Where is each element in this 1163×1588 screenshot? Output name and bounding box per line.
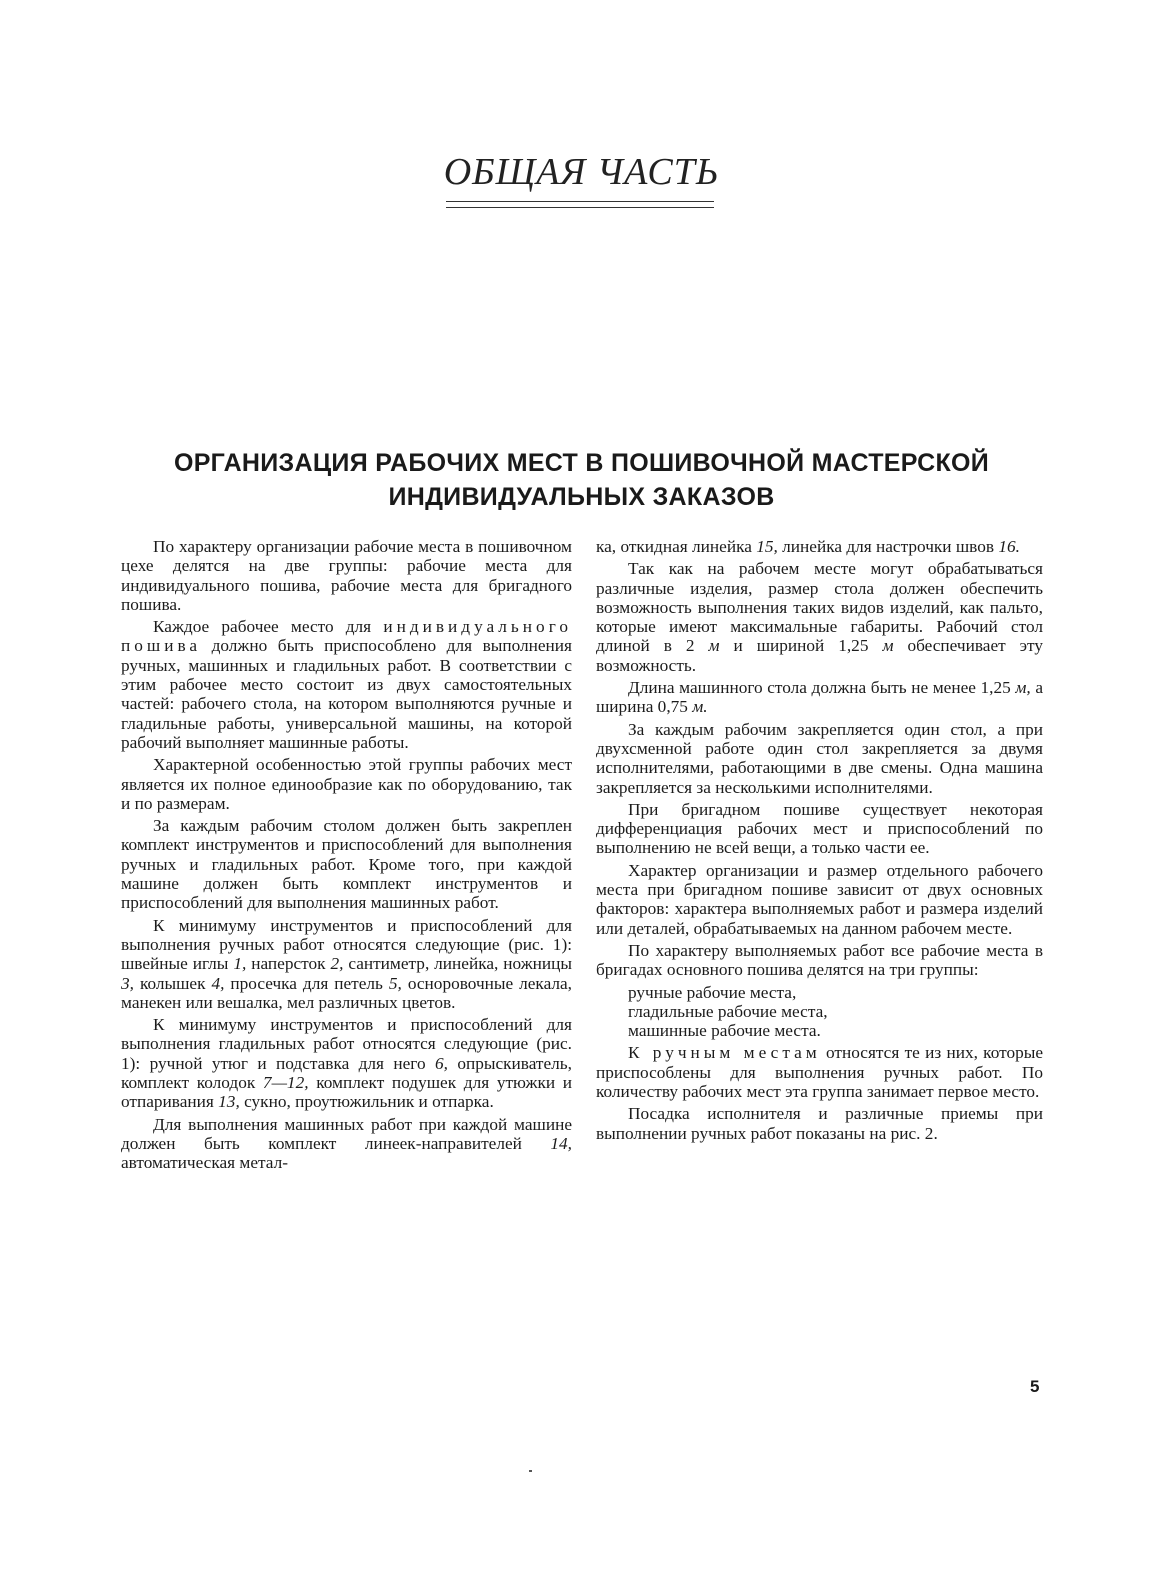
- paragraph: К ручным местам относятся те из них, которые приспособлены для выполнения ручных работ. По количеству рабочих мест эта группа занимает первое место.: [596, 1043, 1044, 1102]
- paragraph: При бригадном пошиве существует некоторая дифференциация рабочих мест и приспособлений по выполнению не всей вещи, а только части ее.: [596, 799, 1043, 858]
- paragraph: За каждым рабочим закрепляется один стол, а при двухсменной работе один стол закрепляется за двумя исполнителями, работающими в две смены. Одна машина закрепляется за несколькими исполнителями.: [596, 719, 1043, 797]
- figure-ref-number: 3,: [121, 973, 134, 993]
- list-item: ручные рабочие места,: [628, 982, 797, 1002]
- paragraph: Длина машинного стола должна быть не менее 1,25 м, а ширина 0,75 м.: [596, 678, 1043, 717]
- page-number: 5: [1030, 1377, 1040, 1396]
- left-column: [121, 537, 572, 1176]
- heading-line-2: ИНДИВИДУАЛЬНЫХ ЗАКАЗОВ: [388, 483, 775, 511]
- paragraph: Так как на рабочем месте могут обрабатываться различные изделия, размер стола должен обеспечить возможность выполнения таких видов изделий, как пальто, которые имеют максимальные габариты. Рабочий стол длиной в 2 м и шириной 1,25 м обеспечивает эту возможность.: [596, 559, 1044, 675]
- section-title: ОБЩАЯ ЧАСТЬ: [443, 151, 720, 193]
- list-item: гладильные рабочие места,: [628, 1001, 828, 1021]
- figure-ref-number: 14,: [550, 1133, 572, 1153]
- print-speck: [529, 1470, 532, 1472]
- title-underline: [446, 201, 714, 202]
- figure-ref-number: 7—12,: [262, 1073, 309, 1093]
- paragraph: Каждое рабочее место для индивидуального пошива должно быть приспособлено для выполнения ручных, машинных и гладильных работ. В соответствии с этим рабочее место состоит из двух самостоятельных частей: рабочего стола, на котором выполняются ручные и гладильные работы, универсальной машины, на которой рабочий выполняет машинные работы.: [121, 617, 572, 752]
- unit-label: м: [708, 636, 720, 656]
- unit-label: м,: [1015, 678, 1031, 698]
- heading-line-1: ОРГАНИЗАЦИЯ РАБОЧИХ МЕСТ В ПОШИВОЧНОЙ МАСТЕРСКОЙ: [173, 449, 990, 477]
- spaced-term: индивидуального пошива: [121, 617, 572, 656]
- article-heading: [120, 446, 1043, 514]
- paragraph: Характер организации и размер отдельного рабочего места при бригадном пошиве зависит от двух основных факторов: характера выполняемых работ и размера изделий или деталей, обрабатываемых на данном рабочем месте.: [596, 860, 1043, 938]
- figure-ref-number: 4,: [211, 973, 225, 993]
- paragraph-continuation: ка, откидная линейка 15, линейка для настрочки швов 16.: [596, 537, 1020, 556]
- paragraph: По характеру выполняемых работ все рабочие места в бригадах основного пошива делятся на три группы:: [596, 940, 1043, 980]
- unit-label: м: [882, 636, 894, 656]
- right-column: [596, 537, 1043, 1146]
- paragraph: По характеру организации рабочие места в пошивочном цехе делятся на две группы: рабочие места для индивидуального пошива, рабочие места для бригадного пошива.: [121, 537, 572, 614]
- list-item: машинные рабочие места.: [628, 1021, 821, 1041]
- figure-ref-number: 16.: [998, 537, 1020, 556]
- figure-ref-number: 5,: [388, 973, 402, 993]
- figure-ref-number: 13,: [218, 1092, 240, 1112]
- paragraph: Посадка исполнителя и различные приемы при выполнении ручных работ показаны на рис. 2.: [596, 1104, 1043, 1143]
- figure-ref-number: 1,: [233, 954, 247, 974]
- figure-ref-number: 6,: [434, 1053, 448, 1073]
- paragraph: К минимуму инструментов и приспособлений для выполнения гладильных работ относятся следующие (рис. 1): ручной утюг и подставка для него 6, опрыскиватель, комплект колодок 7—12, комплект подушек для утюжки и отпаривания 13, сукно, проутюжильник и отпарка.: [121, 1015, 573, 1112]
- spaced-term: К ручным местам: [628, 1043, 821, 1063]
- figure-ref-number: 15,: [756, 537, 778, 556]
- paragraph: Характерной особенностью этой группы рабочих мест является их полное единообразие как по оборудованию, так и по размерам.: [121, 755, 572, 813]
- paragraph: Для выполнения машинных работ при каждой машине должен быть комплект линеек-направителей 14, автоматическая метал-: [121, 1114, 572, 1173]
- paragraph: К минимуму инструментов и приспособлений для выполнения ручных работ относятся следующие (рис. 1): швейные иглы 1, наперсток 2, сантиметр, линейка, ножницы 3, колышек 4, просечка для петель 5, осноровочные лекала, манекен или вешалка, мел различных цветов.: [121, 915, 573, 1012]
- unit-label: м.: [692, 697, 708, 717]
- paragraph: За каждым рабочим столом должен быть закреплен комплект инструментов и приспособлений для выполнения ручных и гладильных работ. Кроме того, при каждой машине должен быть комплект инструментов и приспособлений для выполнения машинных работ.: [121, 816, 572, 913]
- figure-ref-number: 2,: [330, 954, 344, 974]
- title-underline-second: [446, 207, 714, 208]
